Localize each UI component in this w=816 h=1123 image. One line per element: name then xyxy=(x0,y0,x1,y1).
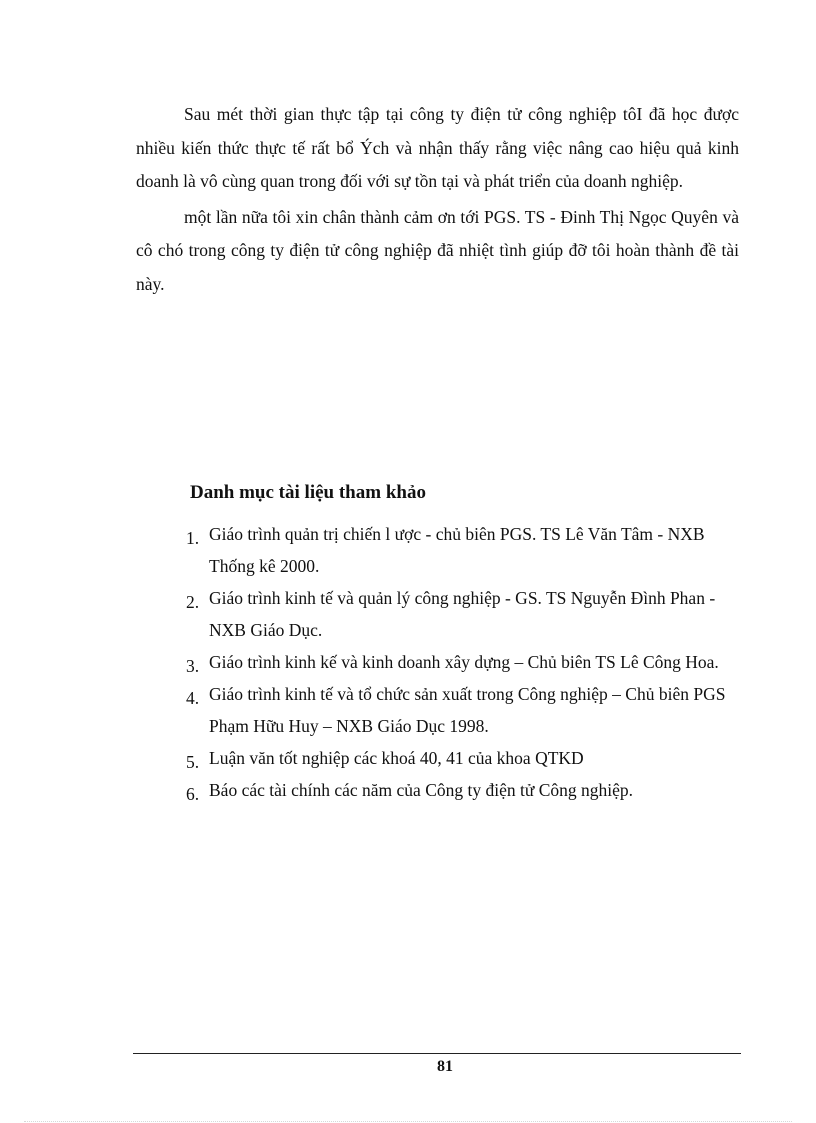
reference-number: 5. xyxy=(186,752,200,772)
reference-number: 1. xyxy=(186,528,200,548)
reference-text: Giáo trình quản trị chiến l ược - chủ biên PGS. TS Lê Văn Tâm - NXB Thống kê 2000. xyxy=(209,524,705,576)
reference-item xyxy=(186,742,746,774)
reference-item xyxy=(186,774,746,806)
page-edge-divider xyxy=(24,1121,792,1122)
page-number: 81 xyxy=(437,1058,453,1075)
reference-text: Báo các tài chính các năm của Công ty điện tử Công nghiệp. xyxy=(209,780,634,800)
reference-number: 4. xyxy=(186,688,200,708)
footer-divider xyxy=(133,1053,741,1054)
references-title: Danh mục tài liệu tham khảo xyxy=(190,482,426,503)
reference-item xyxy=(186,582,746,646)
reference-item xyxy=(186,646,746,678)
reference-text: Giáo trình kinh tế và quản lý công nghiệp - GS. TS Nguyễn Đình Phan - NXB Giáo Dục. xyxy=(209,588,716,640)
body-paragraph: Sau mét thời gian thực tập tại công ty điện tử công nghiệp tôI đã học được nhiều kiến thức thực tế rất bổ Ých và nhận thấy rằng việc nâng cao hiệu quả kinh doanh là vô cùng quan trong đối với sự tồn tại và phát triển của doanh nghiệp. xyxy=(136,104,739,191)
body-text xyxy=(136,98,739,303)
reference-item xyxy=(186,678,746,742)
references-list xyxy=(186,518,746,806)
reference-text: Giáo trình kinh tế và tổ chức sản xuất trong Công nghiệp – Chủ biên PGS Phạm Hữu Huy – NXB Giáo Dục 1998. xyxy=(209,684,726,736)
reference-number: 3. xyxy=(186,656,200,676)
reference-number: 6. xyxy=(186,784,200,804)
body-paragraph: một lần nữa tôi xin chân thành cảm ơn tới PGS. TS - Đinh Thị Ngọc Quyên và cô chó trong công ty điện tử công nghiệp đã nhiệt tình giúp đỡ tôi hoàn thành đề tài này. xyxy=(136,206,739,294)
reference-item xyxy=(186,518,746,582)
reference-text: Luận văn tốt nghiệp các khoá 40, 41 của khoa QTKD xyxy=(209,748,584,768)
reference-number: 2. xyxy=(186,592,200,612)
reference-text: Giáo trình kinh kế và kinh doanh xây dựng – Chủ biên TS Lê Công Hoa. xyxy=(209,652,719,672)
